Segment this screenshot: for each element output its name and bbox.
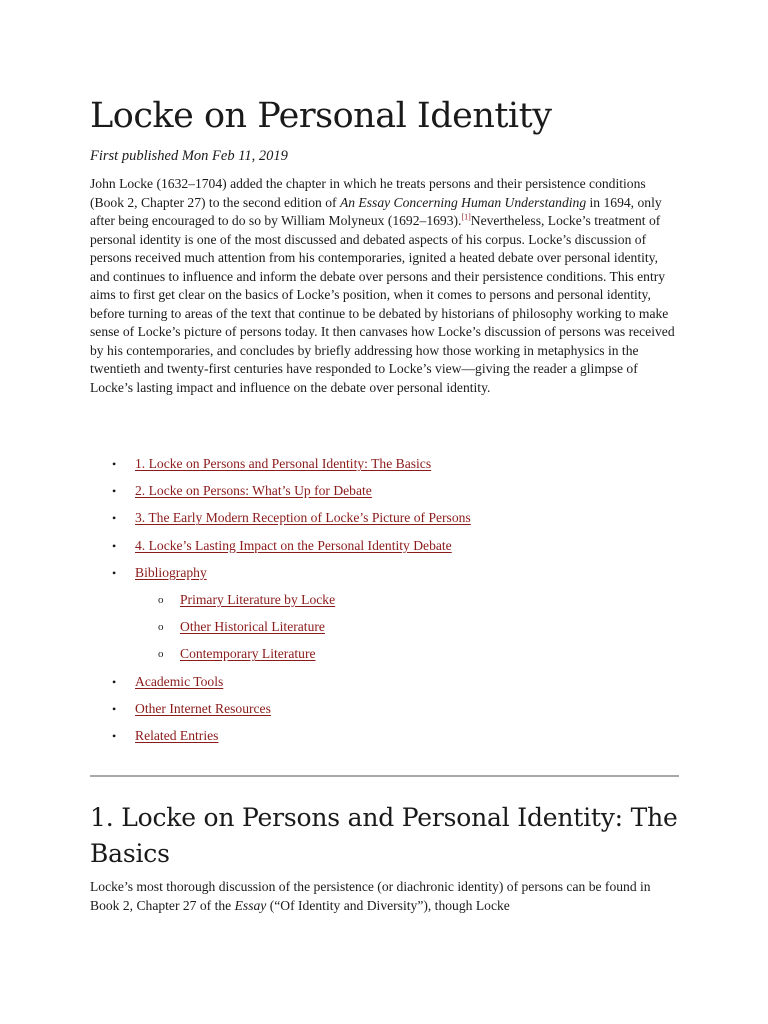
toc-link-section-1[interactable]: 1. Locke on Persons and Personal Identity: The Basics [135,456,432,471]
circle-bullet-icon: o [158,621,164,634]
toc-item [90,562,471,589]
toc-link-other-historical-literature[interactable]: Other Historical Literature [180,619,325,635]
circle-bullet-icon: o [158,593,164,606]
intro-text-1: John Locke (1632–1704) added the chapter in which he treats persons and their persistence conditions (Book 2, Chapter 27) to the second edition of [90,176,646,210]
table-of-contents [90,453,471,752]
toc-link-related-entries[interactable]: Related Entries [135,727,219,743]
toc-item [90,671,471,698]
toc-link-other-internet-resources[interactable]: Other Internet Resources [135,700,271,716]
section-1-text-2: (“Of Identity and Diversity”), though Locke [266,898,510,913]
toc-link-primary-literature[interactable]: Primary Literature by Locke [180,591,336,607]
bullet-icon: • [112,538,117,553]
toc-link-contemporary-literature[interactable]: Contemporary Literature [180,646,316,662]
toc-link-bibliography[interactable]: Bibliography [135,564,207,580]
section-1-heading: 1. Locke on Persons and Personal Identity: The Basics [90,803,678,868]
section-1-paragraph [90,877,678,915]
bullet-icon: • [112,457,117,471]
toc-item [90,507,471,534]
bullet-icon: • [112,728,117,743]
bullet-icon: • [112,565,117,580]
essay-title: Essay [234,898,267,913]
horizontal-divider [90,775,679,777]
toc-link-section-3[interactable]: 3. The Early Modern Reception of Locke’s Picture of Persons [135,510,471,526]
footnote-link[interactable]: [1] [461,212,471,222]
toc-item [90,535,471,562]
bullet-icon: • [112,674,117,689]
bullet-icon: • [112,511,117,526]
intro-text-2: in 1694, only after being encouraged to do so by William Molyneux (1692–1693). [90,194,662,228]
toc-item [90,698,471,725]
page-title: Locke on Personal Identity [90,96,552,136]
toc-subitem [90,643,471,670]
toc-item [90,725,471,752]
toc-item [90,453,471,480]
toc-item [90,480,471,507]
toc-link-academic-tools[interactable]: Academic Tools [135,673,224,689]
book-title: An Essay Concerning Human Understanding [339,194,587,210]
bullet-icon: • [112,484,117,499]
toc-subitem [90,589,471,616]
bullet-icon: • [112,701,117,716]
toc-subitem [90,616,471,643]
intro-text-3: Nevertheless, Locke’s treatment of personal identity is one of the most discussed and debated aspects of his corpus. Locke’s discussion of persons received much attention from his contemporaries, ignited a heated debate over personal identity, and continues to influence and inform the debate over persons and their persistence conditions. This entry aims to first get clear on the basics of Locke’s position, when it comes to persons and personal identity, before turning to areas of the text that continue to be debated by historians of philosophy working to make sense of Locke’s picture of persons today. It then canvases how Locke’s discussion of persons was received by his contemporaries, and concludes by briefly addressing how those working in metaphysics in the twentieth and twenty-first centuries have responded to Locke’s view—giving the reader a glimpse of Locke’s lasting impact and influence on the debate over personal identity. [90,213,675,395]
section-1-text-1: Locke’s most thorough discussion of the persistence (or diachronic identity) of persons can be found in Book 2, Chapter 27 of the [90,879,651,913]
publication-date: First published Mon Feb 11, 2019 [90,148,288,164]
intro-paragraph [90,175,678,397]
toc-link-section-4[interactable]: 4. Locke’s Lasting Impact on the Personal Identity Debate [135,537,452,553]
circle-bullet-icon: o [158,648,164,661]
toc-link-section-2[interactable]: 2. Locke on Persons: What’s Up for Debate [135,483,372,499]
